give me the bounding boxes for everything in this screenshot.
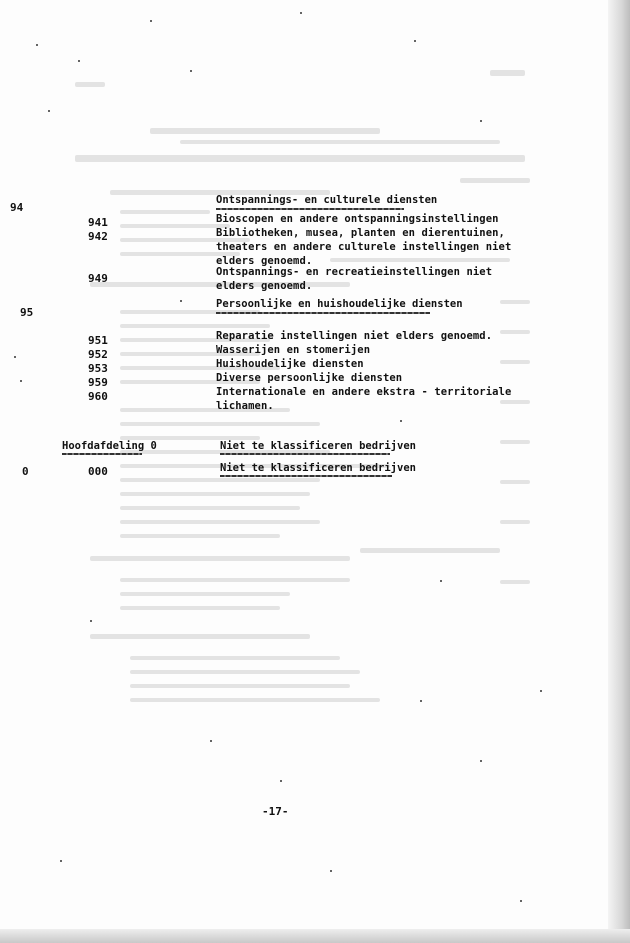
item-line: Wasserijen en stomerijen [216,344,371,356]
item-code: 949 [88,272,108,285]
page-bottom-shadow [0,929,630,943]
heading-underline [216,312,430,314]
item-line: Internationale en andere ekstra - territoriale [216,386,512,398]
section-code: 94 [10,201,24,214]
heading-underline [216,208,404,210]
main-division-underline [62,453,142,455]
page-edge-shadow [608,0,630,943]
main-division-heading: Niet te klassificeren bedrijven [220,440,416,452]
item-line: Huishoudelijke diensten [216,358,364,370]
main-division-heading-underline [220,453,390,455]
section-heading: Ontspannings- en culturele diensten [216,194,438,206]
item-line: lichamen. [216,400,274,412]
item-code: 942 [88,230,108,243]
item-heading-underline [220,475,392,477]
division-code: 0 [22,465,29,478]
section-heading: Persoonlijke en huishoudelijke diensten [216,298,463,310]
item-code: 951 [88,334,108,347]
page-number: -17- [262,805,289,818]
item-code: 960 [88,390,108,403]
item-heading: Niet te klassificeren bedrijven [220,462,416,474]
item-line: Ontspannings- en recreatieinstellingen niet [216,266,493,278]
item-line: elders genoemd. [216,280,313,292]
item-code: 959 [88,376,108,389]
item-code: 000 [88,465,108,478]
item-code: 952 [88,348,108,361]
main-division-label: Hoofdafdeling 0 [62,440,157,452]
section-code: 95 [20,306,34,319]
item-line: Reparatie instellingen niet elders genoemd. [216,330,493,342]
item-line: Bioscopen en andere ontspanningsinstellingen [216,213,499,225]
item-code: 953 [88,362,108,375]
item-line: elders genoemd. [216,255,313,267]
item-line: Diverse persoonlijke diensten [216,372,403,384]
item-line: Bibliotheken, musea, planten en dierentuinen, [216,227,505,239]
item-code: 941 [88,216,108,229]
item-line: theaters en andere culturele instellingen niet [216,241,512,253]
